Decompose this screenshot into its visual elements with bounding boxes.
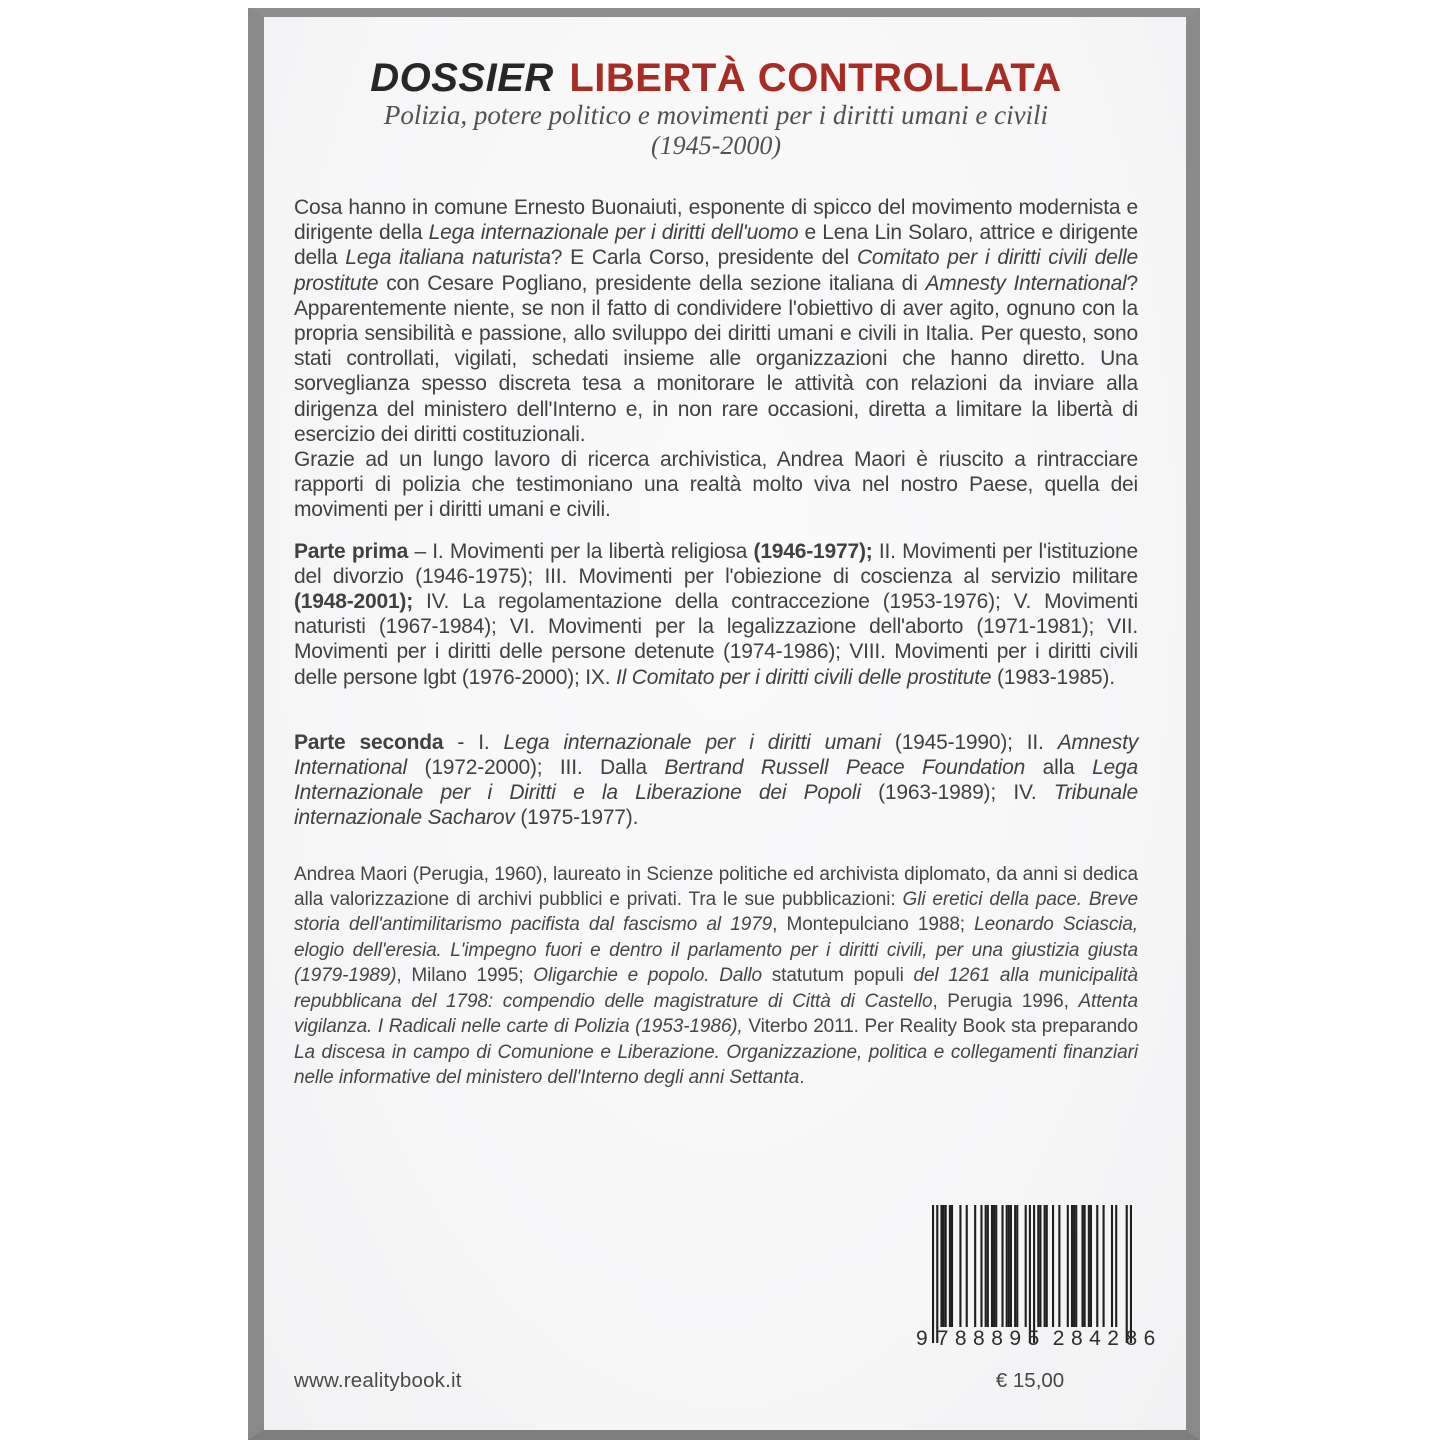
publisher-website: www.realitybook.it: [294, 1369, 462, 1392]
book-back-cover: [248, 8, 1200, 1440]
barcode-bars: [932, 1205, 1132, 1343]
subtitle-years: (1945-2000): [651, 131, 781, 160]
toc-parte-seconda: Parte seconda - I. Lega internazionale per i diritti umani (1945-1990); II. Amnesty International (1972-2000); III. Dalla Bertrand Russell Peace Foundation alla Lega Internazionale per i Diritti e la Liberazione dei Popoli (1963-1989); IV. Tribunale internazionale Sacharov (1975-1977).: [294, 730, 1139, 830]
barcode-digit-lead: 9: [916, 1327, 928, 1350]
header-block: [294, 17, 1138, 161]
description-paragraph-1: Cosa hanno in comune Ernesto Buonaiuti, esponente di spicco del movimento modernista e dirigente della Lega internazionale per i diritti dell'uomo e Lena Lin Solaro, attrice e dirigente della Lega italiana naturista? E Carla Corso, presidente del Comitato per i diritti civili delle prostitute con Cesare Pogliano, presidente della sezione italiana di Amnesty International? Apparentemente niente, se non il fatto di condividere l'obiettivo di aver agito, ognuno con la propria sensibilità e passione, allo sviluppo dei diritti umani e civili in Italia. Per questo, sono stati controllati, vigilati, schedati insieme alle organizzazioni che hanno diretto. Una sorveglianza spesso discreta tesa a monitorare le attività con relazioni da inviare alla dirigenza del ministero dell'Interno e, in non rare occasioni, diretta a limitare la libertà di esercizio dei diritti costituzionali.: [294, 196, 1138, 446]
description-block: [294, 195, 1138, 523]
isbn-barcode: [916, 1205, 1162, 1351]
barcode-digits: [916, 1327, 1162, 1351]
book-subtitle: Polizia, potere politico e movimenti per i diritti umani e civili: [383, 100, 1049, 130]
description-paragraph-2: Grazie ad un lungo lavoro di ricerca archivistica, Andrea Maori è riuscito a rintracciare rapporti di polizia che testimoniano una realtà molto viva nel nostro Paese, quella dei movimenti per i diritti umani e civili.: [294, 448, 1138, 522]
barcode-digits-left: 788895: [936, 1327, 1046, 1350]
toc-parte-prima: Parte prima – I. Movimenti per la libertà religiosa (1946-1977); II. Movimenti per l'istituzione del divorzio (1946-1975); III. Movimenti per l'obiezione di coscienza al servizio militare (1948-2001); IV. La regolamentazione della contraccezione (1953-1976); V. Movimenti naturisti (1967-1984); VI. Movimenti per la legalizzazione dell'aborto (1971-1981); VII. Movimenti per i diritti delle persone detenute (1974-1986); VIII. Movimenti per i diritti civili delle persone lgbt (1976-2000); IX. Il Comitato per i diritti civili delle prostitute (1983-1985).: [294, 539, 1138, 689]
price: € 15,00: [995, 1369, 1065, 1392]
author-bio: Andrea Maori (Perugia, 1960), laureato in Scienze politiche ed archivista diplomato, da anni si dedica alla valorizzazione di archivi pubblici e privati. Tra le sue pubblicazioni: Gli eretici della pace. Breve storia dell'antimilitarismo pacifista dal fascismo al 1979, Montepulciano 1988; Leonardo Sciascia, elogio dell'eresia. L'impegno fuori e dentro il parlamento per i diritti civili, per una giustizia giusta (1979-1989), Milano 1995; Oligarchie e popolo. Dallo statutum populi del 1261 alla municipalità repubblicana del 1798: compendio delle magistrature di Città di Castello, Perugia 1996, Attenta vigilanza. I Radicali nelle carte di Polizia (1953-1986), Viterbo 2011. Per Reality Book sta preparando La discesa in campo di Comunione e Liberazione. Organizzazione, politica e collegamenti finanziari nelle informative del ministero dell'Interno degli anni Settanta.: [294, 863, 1138, 1088]
barcode-digits-right: 284286: [1052, 1327, 1162, 1350]
book-title: DOSSIER LIBERTÀ CONTROLLATA: [370, 56, 1062, 100]
